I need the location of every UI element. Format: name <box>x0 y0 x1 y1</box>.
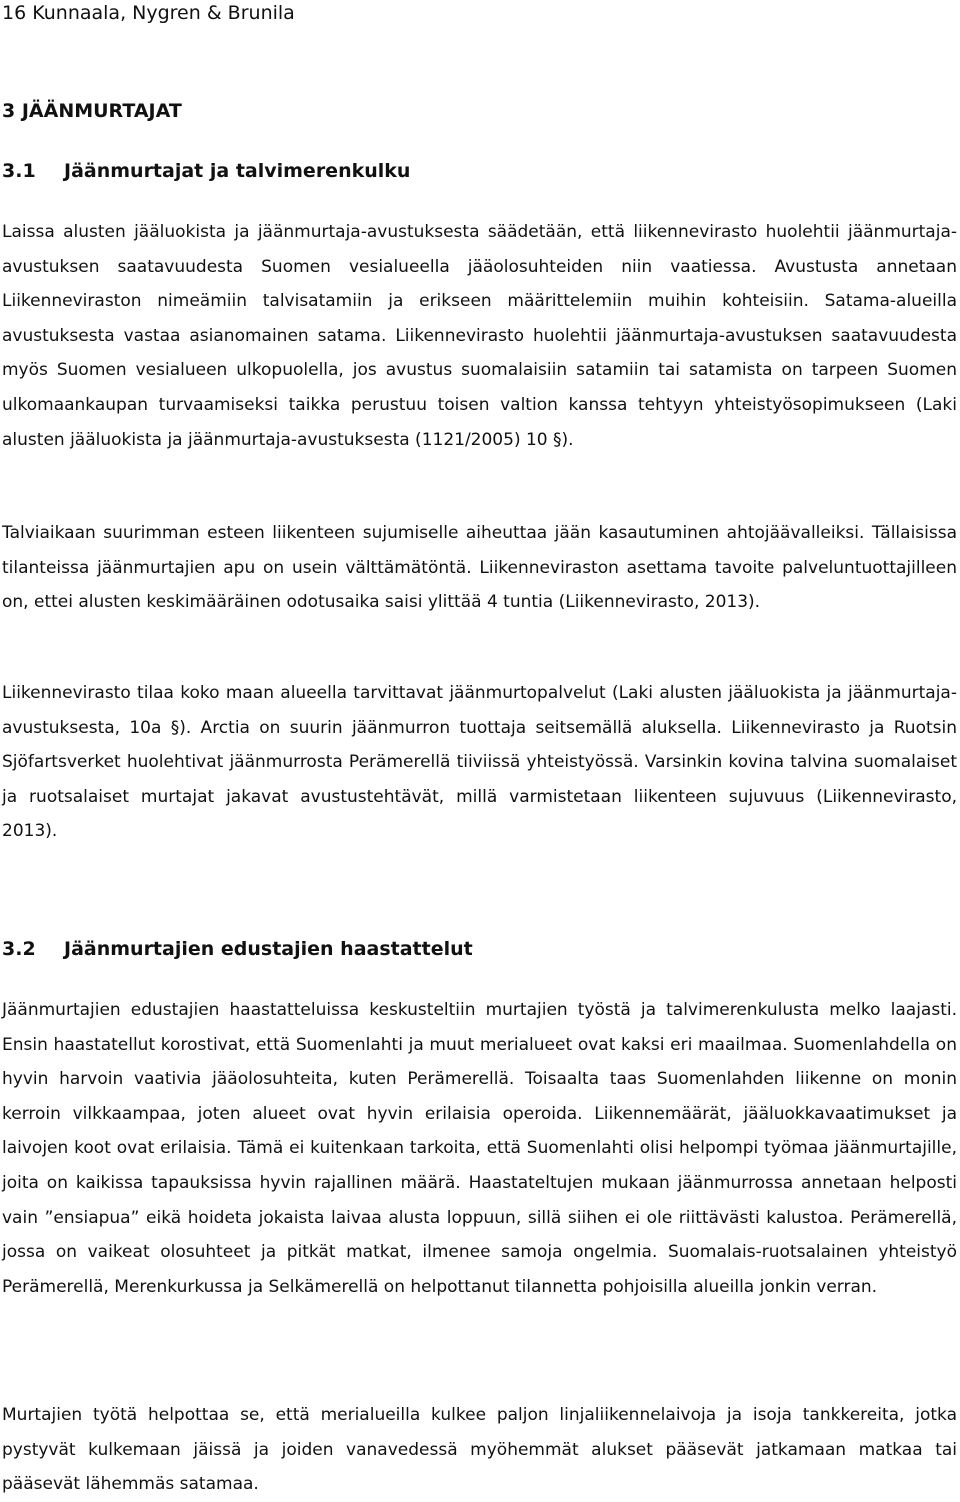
page-header: 16 Kunnaala, Nygren & Brunila <box>2 2 295 24</box>
section-title: Jäänmurtajat ja talvimerenkulku <box>64 160 411 182</box>
paragraph: Laissa alusten jääluokista ja jäänmurtaja-avustuksesta säädetään, että liikennevirasto huolehtii jäänmurtaja-avustuksen saatavuudesta Suomen vesialueella jääolosuhteiden niin vaatiessa. Avustusta annetaan Liikenneviraston nimeämiin talvisatamiin ja erikseen määrittelemiin muihin kohteisiin. Satama-alueilla avustuksesta vastaa asianomainen satama. Liikennevirasto huolehtii jäänmurtaja-avustuksen saatavuudesta myös Suomen vesialueen ulkopuolella, jos avustus suomalaisiin satamiin tai satamista on tarpeen Suomen ulkomaankaupan turvaamiseksi taikka perustuu toisen valtion kanssa tehtyyn yhteistyösopimukseen (Laki alusten jääluokista ja jäänmurtaja-avustuksesta (1121/2005) 10 §). <box>2 222 957 450</box>
section-number: 3.2 <box>2 938 36 960</box>
paragraph: Talviaikaan suurimman esteen liikenteen sujumiselle aiheuttaa jään kasautuminen ahtojäävalleiksi. Tällaisissa tilanteissa jäänmurtajien apu on usein välttämätöntä. Liikenneviraston asettama tavoite palveluntuottajilleen on, ettei alusten keskimääräinen odotusaika saisi ylittää 4 tuntia (Liikennevirasto, 2013). <box>2 523 957 613</box>
paragraph: Murtajien työtä helpottaa se, että merialueilla kulkee paljon linjaliikennelaivoja ja isoja tankkereita, jotka pystyvät kulkemaan jäissä ja joiden vanavedessä myöhemmät alukset pääsevät jatkamaan matkaa tai pääsevät lähemmäs satamaa. <box>2 1405 957 1495</box>
paragraph: Liikennevirasto tilaa koko maan alueella tarvittavat jäänmurtopalvelut (Laki alusten jääluokista ja jäänmurtaja-avustuksesta, 10a §). Arctia on suurin jäänmurron tuottaja seitsemällä aluksella. Liikennevirasto ja Ruotsin Sjöfartsverket huolehtivat jäänmurrosta Perämerellä tiiviissä yhteistyössä. Varsinkin kovina talvina suomalaiset ja ruotsalaiset murtajat jakavat avustustehtävät, millä varmistetaan liikenteen sujuvuus (Liikennevirasto, 2013). <box>2 683 957 842</box>
section-heading-3-2 <box>2 937 473 961</box>
section-heading-3-1 <box>2 159 410 183</box>
paragraph: Jäänmurtajien edustajien haastatteluissa keskusteltiin murtajien työstä ja talvimerenkulusta melko laajasti. Ensin haastatellut korostivat, että Suomenlahti ja muut merialueet ovat kaksi eri maailmaa. Suomenlahdella on hyvin harvoin vaativia jääolosuhteita, kuten Perämerellä. Toisaalta taas Suomenlahden liikenne on monin kerroin vilkkaampaa, joten alueet ovat hyvin erilaisia operoida. Liikennemäärät, jääluokkavaatimukset ja laivojen koot ovat erilaisia. Tämä ei kuitenkaan tarkoita, että Suomenlahti olisi helpompi työmaa jäänmurtajille, joita on kaikissa tapauksissa hyvin rajallinen määrä. Haastateltujen mukaan jäänmurrossa annetaan helposti vain ”ensiapua” eikä hoideta jokaista laivaa alusta loppuun, sillä siihen ei ole riittävästi kalustoa. Perämerellä, jossa on vaikeat olosuhteet ja pitkät matkat, ilmenee samoja ongelmia. Suomalais-ruotsalainen yhteistyö Perämerellä, Merenkurkussa ja Selkämerellä on helpottanut tilannetta pohjoisilla alueilla jonkin verran. <box>2 1000 957 1297</box>
section-number: 3.1 <box>2 160 36 182</box>
chapter-title: 3 JÄÄNMURTAJAT <box>2 100 182 122</box>
section-title: Jäänmurtajien edustajien haastattelut <box>64 938 473 960</box>
